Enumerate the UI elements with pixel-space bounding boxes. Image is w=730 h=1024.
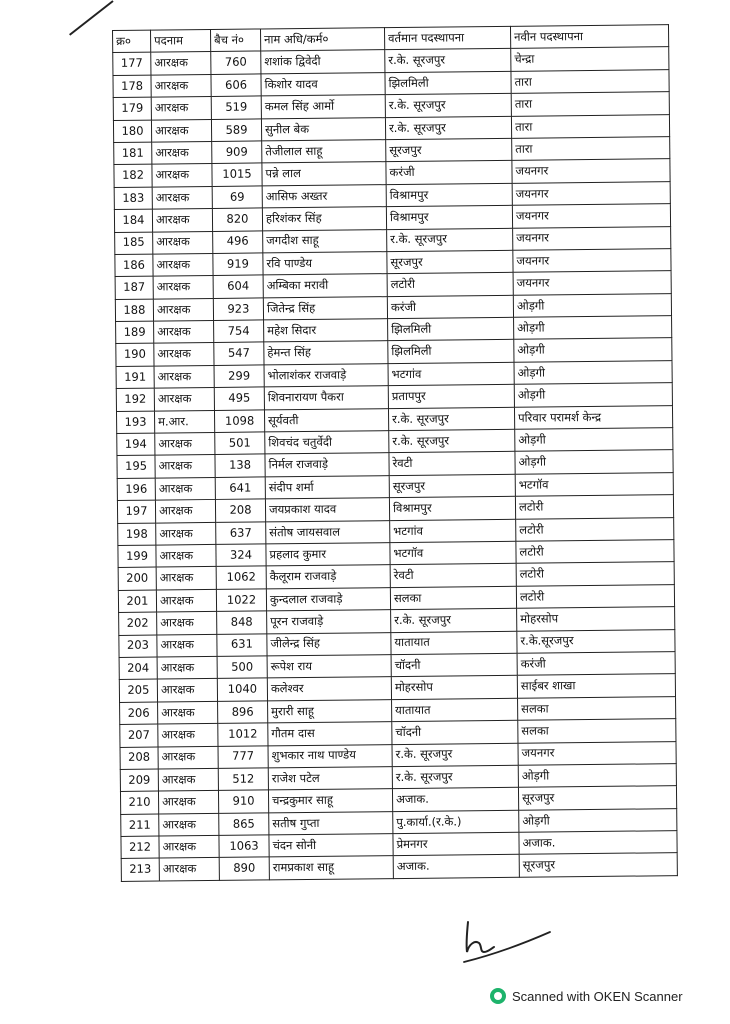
cell-batch-number: 324 (216, 544, 266, 567)
cell-new-posting: साईबर शाखा (517, 674, 675, 698)
cell-current-posting: करंजी (386, 161, 512, 185)
cell-new-posting: जयनगर (513, 249, 671, 273)
cell-name: जगदीश साहू (263, 229, 387, 253)
cell-designation: आरक्षक (158, 746, 218, 769)
cell-batch-number: 589 (211, 119, 261, 142)
cell-batch-number: 1040 (217, 678, 267, 701)
cell-new-posting: लटोरी (516, 562, 674, 586)
cell-name: गौतम दास (268, 722, 392, 746)
cell-new-posting: तारा (511, 69, 669, 93)
cell-new-posting: सूरजपुर (519, 853, 677, 877)
cell-new-posting: ओड़गी (519, 808, 677, 832)
cell-current-posting: मोहरसोप (391, 676, 517, 700)
cell-current-posting: यातायात (392, 698, 518, 722)
cell-name: शुभकार नाथ पाण्डेय (268, 744, 392, 768)
cell-new-posting: जयनगर (512, 159, 670, 183)
cell-batch-number: 919 (213, 253, 263, 276)
cell-batch-number: 501 (215, 432, 265, 455)
cell-batch-number: 208 (215, 499, 265, 522)
cell-new-posting: ओड़गी (513, 293, 671, 317)
cell-serial: 195 (117, 455, 155, 478)
cell-designation: आरक्षक (153, 298, 213, 321)
cell-current-posting: लटोरी (387, 273, 513, 297)
cell-serial: 188 (115, 299, 153, 322)
cell-designation: आरक्षक (151, 52, 211, 75)
cell-name: पूरन राजवाड़े (267, 610, 391, 634)
cell-new-posting: लटोरी (516, 584, 674, 608)
cell-batch-number: 606 (211, 74, 261, 97)
cell-batch-number: 519 (211, 96, 261, 119)
cell-new-posting: ओड़गी (514, 316, 672, 340)
cell-current-posting: सूरजपुर (387, 250, 513, 274)
cell-designation: आरक्षक (157, 634, 217, 657)
cell-serial: 205 (119, 679, 157, 702)
cell-serial: 198 (118, 523, 156, 546)
header-batch-number: बैच नं० (210, 29, 260, 52)
cell-designation: आरक्षक (152, 164, 212, 187)
cell-designation: आरक्षक (156, 567, 216, 590)
cell-name: रवि पाण्डेय (263, 252, 387, 276)
cell-batch-number: 865 (219, 813, 269, 836)
cell-name: कमल सिंह आर्मो (261, 95, 385, 119)
cell-batch-number: 909 (212, 141, 262, 164)
cell-name: भोलाशंकर राजवाड़े (264, 363, 388, 387)
cell-batch-number: 547 (214, 342, 264, 365)
cell-serial: 191 (116, 366, 154, 389)
cell-current-posting: चॉदनी (392, 720, 518, 744)
cell-designation: आरक्षक (152, 209, 212, 232)
cell-name: हेमन्त सिंह (264, 341, 388, 365)
cell-batch-number: 777 (218, 745, 268, 768)
cell-current-posting: सूरजपुर (386, 138, 512, 162)
cell-new-posting: मोहरसोप (517, 607, 675, 631)
cell-name: जयप्रकाश यादव (265, 498, 389, 522)
cell-name: कैलूराम राजवाड़े (266, 565, 390, 589)
cell-designation: आरक्षक (158, 701, 218, 724)
cell-serial: 184 (114, 209, 152, 232)
header-current-posting: वर्तमान पदस्थापना (384, 26, 510, 50)
cell-batch-number: 1063 (219, 835, 269, 858)
cell-designation: आरक्षक (156, 589, 216, 612)
cell-current-posting: रेवटी (389, 452, 515, 476)
cell-new-posting: ओड़गी (515, 450, 673, 474)
cell-batch-number: 820 (212, 208, 262, 231)
cell-current-posting: प्रतापपुर (388, 385, 514, 409)
cell-batch-number: 495 (214, 387, 264, 410)
cell-designation: म.आर. (154, 410, 214, 433)
cell-new-posting: तारा (511, 114, 669, 138)
cell-new-posting: ओड़गी (515, 428, 673, 452)
cell-current-posting: अजाक. (392, 788, 518, 812)
cell-name: संतोष जायसवाल (266, 520, 390, 544)
cell-serial: 204 (119, 657, 157, 680)
cell-batch-number: 500 (217, 656, 267, 679)
cell-designation: आरक्षक (151, 119, 211, 142)
cell-batch-number: 896 (218, 701, 268, 724)
cell-name: तेजीलाल साहू (262, 140, 386, 164)
cell-designation: आरक्षक (153, 253, 213, 276)
cell-new-posting: तारा (512, 137, 670, 161)
cell-serial: 178 (113, 75, 151, 98)
cell-serial: 181 (114, 142, 152, 165)
cell-new-posting: जयनगर (512, 204, 670, 228)
cell-batch-number: 299 (214, 365, 264, 388)
cell-designation: आरक्षक (155, 477, 215, 500)
cell-serial: 199 (118, 545, 156, 568)
cell-designation: आरक्षक (154, 365, 214, 388)
cell-batch-number: 754 (214, 320, 264, 343)
cell-serial: 213 (121, 859, 159, 882)
cell-designation: आरक्षक (154, 321, 214, 344)
cell-designation: आरक्षक (157, 679, 217, 702)
cell-batch-number: 512 (218, 768, 268, 791)
cell-batch-number: 1062 (216, 566, 266, 589)
cell-serial: 185 (115, 232, 153, 255)
cell-serial: 200 (118, 567, 156, 590)
cell-current-posting: र.के. सूरजपुर (388, 407, 514, 431)
cell-designation: आरक्षक (155, 432, 215, 455)
cell-batch-number: 604 (213, 275, 263, 298)
cell-batch-number: 1012 (218, 723, 268, 746)
cell-serial: 207 (120, 724, 158, 747)
cell-batch-number: 848 (217, 611, 267, 634)
cell-new-posting: लटोरी (516, 540, 674, 564)
cell-serial: 212 (121, 836, 159, 859)
cell-serial: 208 (120, 747, 158, 770)
header-name: नाम अधि/कर्म० (260, 28, 384, 52)
cell-current-posting: र.के. सूरजपुर (389, 429, 515, 453)
table-body (113, 47, 678, 881)
cell-name: आसिफ अख्तर (262, 184, 386, 208)
cell-new-posting: अजाक. (519, 831, 677, 855)
cell-current-posting: झिलमिली (388, 317, 514, 341)
cell-designation: आरक्षक (158, 791, 218, 814)
cell-name: सूर्यवती (264, 408, 388, 432)
cell-serial: 209 (120, 769, 158, 792)
cell-current-posting: रेवटी (390, 564, 516, 588)
cell-batch-number: 631 (217, 633, 267, 656)
scanner-watermark (490, 988, 683, 1004)
cell-designation: आरक्षक (155, 455, 215, 478)
cell-designation: आरक्षक (156, 522, 216, 545)
cell-serial: 186 (115, 254, 153, 277)
cell-name: चंदन सोनी (269, 834, 393, 858)
cell-new-posting: र.के.सूरजपुर (517, 629, 675, 653)
cell-serial: 211 (121, 814, 159, 837)
cell-designation: आरक्षक (154, 388, 214, 411)
cell-serial: 197 (117, 500, 155, 523)
cell-name: राजेश पटेल (268, 766, 392, 790)
scanner-text: Scanned with OKEN Scanner (512, 988, 683, 1004)
cell-batch-number: 890 (219, 857, 269, 880)
cell-name: सुनील बेक (261, 117, 385, 141)
cell-name: जीलेन्द्र सिंह (267, 632, 391, 656)
cell-name: हरिशंकर सिंह (262, 207, 386, 231)
cell-current-posting: विश्रामपुर (386, 205, 512, 229)
cell-new-posting: ओड़गी (518, 764, 676, 788)
cell-new-posting: जयनगर (513, 226, 671, 250)
cell-current-posting: र.के. सूरजपुर (385, 93, 511, 117)
cell-current-posting: सलका (390, 586, 516, 610)
cell-new-posting: भटगॉव (515, 472, 673, 496)
cell-current-posting: झिलमिली (388, 340, 514, 364)
cell-designation: आरक्षक (151, 74, 211, 97)
cell-current-posting: विश्रामपुर (389, 497, 515, 521)
cell-name: शिवनारायण पैकरा (264, 386, 388, 410)
cell-current-posting: र.के. सूरजपुर (385, 116, 511, 140)
cell-new-posting: जयनगर (512, 181, 670, 205)
cell-designation: आरक्षक (158, 768, 218, 791)
cell-designation: आरक्षक (154, 343, 214, 366)
cell-batch-number: 1015 (212, 163, 262, 186)
cell-batch-number: 923 (213, 298, 263, 321)
cell-name: पन्ने लाल (262, 162, 386, 186)
cell-batch-number: 1098 (214, 410, 264, 433)
cell-serial: 193 (116, 411, 154, 434)
cell-designation: आरक्षक (158, 724, 218, 747)
cell-current-posting: यातायात (391, 631, 517, 655)
cell-designation: आरक्षक (153, 231, 213, 254)
cell-name: सतीष गुप्ता (269, 811, 393, 835)
cell-current-posting: र.के. सूरजपुर (391, 608, 517, 632)
cell-serial: 196 (117, 478, 155, 501)
cell-current-posting: र.के. सूरजपुर (392, 743, 518, 767)
cell-serial: 201 (118, 590, 156, 613)
cell-new-posting: ओड़गी (514, 383, 672, 407)
cell-batch-number: 760 (211, 51, 261, 74)
cell-serial: 177 (113, 52, 151, 75)
cell-current-posting: चॉदनी (391, 653, 517, 677)
table-row (121, 853, 677, 881)
cell-serial: 210 (120, 791, 158, 814)
cell-current-posting: र.के. सूरजपुर (387, 228, 513, 252)
cell-name: प्रहलाद कुमार (266, 543, 390, 567)
cell-batch-number: 1022 (216, 589, 266, 612)
cell-current-posting: र.के. सूरजपुर (385, 49, 511, 73)
cell-serial: 183 (114, 187, 152, 210)
cell-designation: आरक्षक (153, 276, 213, 299)
corner-fold-line (69, 0, 114, 35)
cell-designation: आरक्षक (151, 97, 211, 120)
cell-designation: आरक्षक (152, 186, 212, 209)
cell-current-posting: सूरजपुर (389, 474, 515, 498)
cell-new-posting: जयनगर (518, 741, 676, 765)
cell-serial: 192 (116, 388, 154, 411)
header-new-posting: नवीन पदस्थापना (510, 25, 668, 49)
cell-name: रामप्रकाश साहू (269, 856, 393, 880)
cell-current-posting: भटगांव (390, 519, 516, 543)
cell-serial: 180 (113, 120, 151, 143)
cell-current-posting: र.के. सूरजपुर (392, 765, 518, 789)
cell-serial: 194 (117, 433, 155, 456)
scanner-logo-icon (490, 988, 506, 1004)
document-sheet (112, 24, 677, 882)
header-serial: क्र० (113, 30, 151, 53)
cell-serial: 202 (119, 612, 157, 635)
cell-new-posting: ओड़गी (514, 361, 672, 385)
cell-serial: 190 (116, 344, 154, 367)
cell-designation: आरक्षक (159, 813, 219, 836)
cell-current-posting: झिलमिली (385, 71, 511, 95)
cell-designation: आरक्षक (157, 612, 217, 635)
cell-current-posting: पु.कार्या.(र.के.) (393, 810, 519, 834)
cell-batch-number: 69 (212, 186, 262, 209)
cell-name: कुन्दलाल राजवाड़े (266, 587, 390, 611)
cell-new-posting: सलका (518, 696, 676, 720)
cell-serial: 182 (114, 164, 152, 187)
cell-serial: 189 (116, 321, 154, 344)
cell-new-posting: ओड़गी (514, 338, 672, 362)
cell-name: शिवचंद चतुर्वेदी (265, 431, 389, 455)
cell-new-posting: लटोरी (515, 495, 673, 519)
transfer-table (112, 24, 678, 882)
cell-name: जितेन्द्र सिंह (263, 296, 387, 320)
cell-designation: आरक्षक (159, 858, 219, 881)
cell-name: कलेश्वर (267, 677, 391, 701)
cell-current-posting: भटगांव (388, 362, 514, 386)
cell-name: किशोर यादव (261, 72, 385, 96)
cell-designation: आरक्षक (159, 835, 219, 858)
cell-name: अम्बिका मरावी (263, 274, 387, 298)
cell-batch-number: 637 (216, 522, 266, 545)
cell-name: निर्मल राजवाड़े (265, 453, 389, 477)
cell-batch-number: 138 (215, 454, 265, 477)
cell-current-posting: विश्रामपुर (386, 183, 512, 207)
cell-name: रूपेश राय (267, 655, 391, 679)
cell-current-posting: करंजी (387, 295, 513, 319)
cell-current-posting: प्रेमनगर (393, 832, 519, 856)
cell-designation: आरक्षक (156, 544, 216, 567)
cell-serial: 179 (113, 97, 151, 120)
cell-batch-number: 496 (213, 230, 263, 253)
header-designation: पदनाम (151, 29, 211, 52)
cell-name: महेश सिदार (264, 319, 388, 343)
cell-serial: 206 (120, 702, 158, 725)
cell-current-posting: भटगॉव (390, 541, 516, 565)
cell-serial: 187 (115, 276, 153, 299)
cell-new-posting: चेन्द्रा (511, 47, 669, 71)
cell-serial: 203 (119, 635, 157, 658)
cell-designation: आरक्षक (157, 656, 217, 679)
cell-name: मुरारी साहू (268, 699, 392, 723)
cell-new-posting: सूरजपुर (518, 786, 676, 810)
cell-batch-number: 641 (215, 477, 265, 500)
cell-new-posting: सलका (518, 719, 676, 743)
cell-new-posting: लटोरी (516, 517, 674, 541)
cell-current-posting: अजाक. (393, 855, 519, 879)
cell-designation: आरक्षक (152, 141, 212, 164)
cell-name: शशांक द्विवेदी (261, 50, 385, 74)
cell-batch-number: 910 (218, 790, 268, 813)
cell-new-posting: तारा (511, 92, 669, 116)
cell-new-posting: परिवार परामर्श केन्द्र (514, 405, 672, 429)
cell-new-posting: जयनगर (513, 271, 671, 295)
cell-new-posting: करंजी (517, 652, 675, 676)
signature (458, 918, 558, 966)
cell-name: चन्द्रकुमार साहू (268, 789, 392, 813)
cell-name: संदीप शर्मा (265, 475, 389, 499)
cell-designation: आरक्षक (155, 500, 215, 523)
